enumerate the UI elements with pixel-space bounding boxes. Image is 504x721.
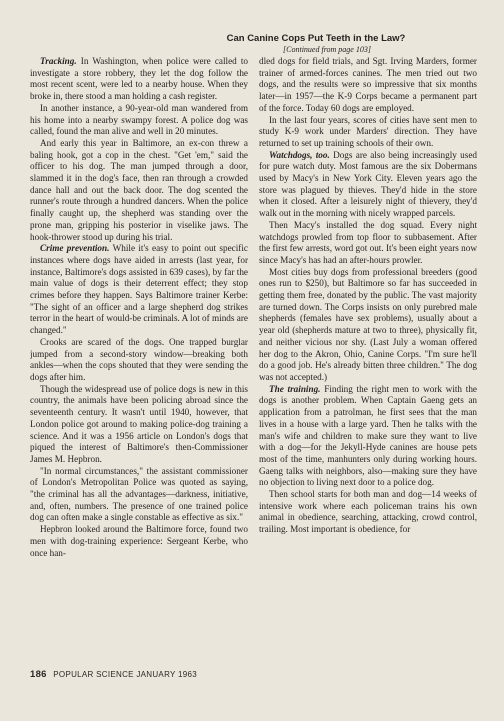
paragraph (30, 56, 248, 103)
paragraph (30, 138, 248, 243)
paragraph (259, 115, 477, 150)
paragraph-text: dled dogs for field trials, and Sgt. Irving Marders, former trainer of armed-forces canines. The men tried out two dogs, and the results were so impressive that six months later—in 1957—the K-9 Corps became a permanent part of the force. Today 60 dogs are employed. (259, 56, 477, 113)
paragraph-text: Dogs are also being increasingly used for pure watch duty. Most famous are the six Dobermans used by Macy's in New York City. Eleven years ago the store was plagued by thieves. They'd hide in the store when it closed. After a leisurely night of thievery, they'd walk out in the morning with nicely wrapped parcels. (259, 149, 477, 219)
paragraph (30, 466, 248, 525)
section-keyword: Watchdogs, too. (269, 149, 330, 160)
publication-line: POPULAR SCIENCE JANUARY 1963 (53, 670, 198, 679)
paragraph (30, 524, 248, 559)
paragraph-text: Most cities buy dogs from professional breeders (good ones run to $250), but Baltimore so far has succeeded in getting them free, donated by the public. The vast majority are turned down. The Corps insists on only purebred male shepherds (females have sex problems), usually about a year old (shepherds mature at two to three), physically fit, and neither vicious nor shy. (Last July a woman offered her dog to the Akron, Ohio, Canine Corps. "I'm sure he'll do a good job. He's already bitten three children." The dog was not accepted.) (259, 266, 477, 382)
paragraph (30, 103, 248, 138)
paragraph (259, 267, 477, 384)
page-number: 186 (30, 669, 47, 680)
paragraph-text: Crooks are scared of the dogs. One trapped burglar jumped from a second-story window—breaking both ankles—when the cops shouted that they were sending the dogs after him. (30, 336, 248, 382)
paragraph (259, 384, 477, 489)
paragraph (30, 337, 248, 384)
paragraph-text: Then Macy's installed the dog squad. Every night watchdogs prowled from top floor to subbasement. After the first few arrests, word got out. It's been eight years now since Macy's has had an after-hours prowler. (259, 219, 477, 265)
right-column (259, 56, 477, 662)
paragraph (259, 220, 477, 267)
paragraph (30, 243, 248, 337)
paragraph (30, 384, 248, 466)
paragraph-text: Hepbron looked around the Baltimore force, found two men with dog-training experience: Sergeant Kerbe, who once han- (30, 524, 248, 558)
article-title: Can Canine Cops Put Teeth in the Law? (226, 33, 406, 44)
section-keyword: Crime prevention. (40, 243, 110, 254)
paragraph-text: Then school starts for both man and dog—14 weeks of intensive work where each policeman trains his own animal in obedience, searching, attacking, crowd control, trailing. Most important is obedience, for (259, 489, 477, 535)
page-footer (30, 669, 197, 680)
left-column (30, 56, 248, 662)
paragraph-text: While it's easy to point out specific instances where dogs have aided in arrests (last year, for instance, Baltimore's dogs assisted in 639 cases), by far the main value of dogs is their deterrent effect; they stop crimes before they happen. Says Baltimore trainer Kerbe: "The sight of an officer and a large shepherd dog strikes terror in the heart of would-be criminals. A lot of minds are changed." (30, 243, 248, 336)
section-keyword: Tracking. (40, 56, 77, 66)
paragraph (259, 489, 477, 536)
paragraph-text: Though the widespread use of police dogs is new in this country, the animals have been policing abroad since the seventeenth century. It wasn't until 1940, however, that London police got around to making police-dog training a science. And it was a 1956 article on London's dogs that piqued the interest of Baltimore's then-Commissioner James M. Hepbron. (30, 383, 248, 464)
paragraph-text: In the last four years, scores of cities have sent men to study K-9 work under Marders' direction. They have returned to set up training schools of their own. (259, 114, 477, 148)
paragraph-text: In Washington, when police were called to investigate a store robbery, they let the dog follow the most recent scent, were led to a nearby house. When they broke in, there stood a man holding a cash register. (30, 56, 248, 102)
paragraph-text: In another instance, a 90-year-old man wandered from his home into a nearby swampy forest. A police dog was called, found the man alive and well in 20 minutes. (30, 102, 248, 137)
section-keyword: The training. (269, 383, 321, 394)
paragraph (259, 150, 477, 220)
continued-note: [Continued from page 103] (283, 45, 371, 54)
paragraph (259, 56, 477, 115)
paragraph-text: "In normal circumstances," the assistant commissioner of London's Metropolitan Police was quoted as saying, "the criminal has all the advantages—darkness, initiative, and, often, numbers. The presence of one trained police dog can often make a single constable as effective as six." (30, 465, 248, 523)
article-header (0, 33, 504, 55)
paragraph-text: Finding the right men to work with the dogs is another problem. When Captain Gaeng gets an application from a patrolman, he first sees that the man lives in a house with a large yard. Then he talks with the man's wife and children to make sure they want to live with a dog—for the Jekyll-Hyde canines are house pets most of the time, manhunters only during working hours. Gaeng talks with neighbors, also—making sure they have no objection to living next door to a police dog. (259, 383, 477, 488)
paragraph-text: And early this year in Baltimore, an ex-con threw a baling hook, got a cop in the chest. "Get 'em," said the officer to his dog. The man jumped through a door, slammed it in the dog's face, then ran through a crowded dance hall and out the back door. The dog scented the runner's route through a hundred dancers. When the police finally caught up, the shepherd was standing over the prone man, gripping his posterior in viselike jaws. The hook-thrower stood up during his trial. (30, 137, 248, 242)
